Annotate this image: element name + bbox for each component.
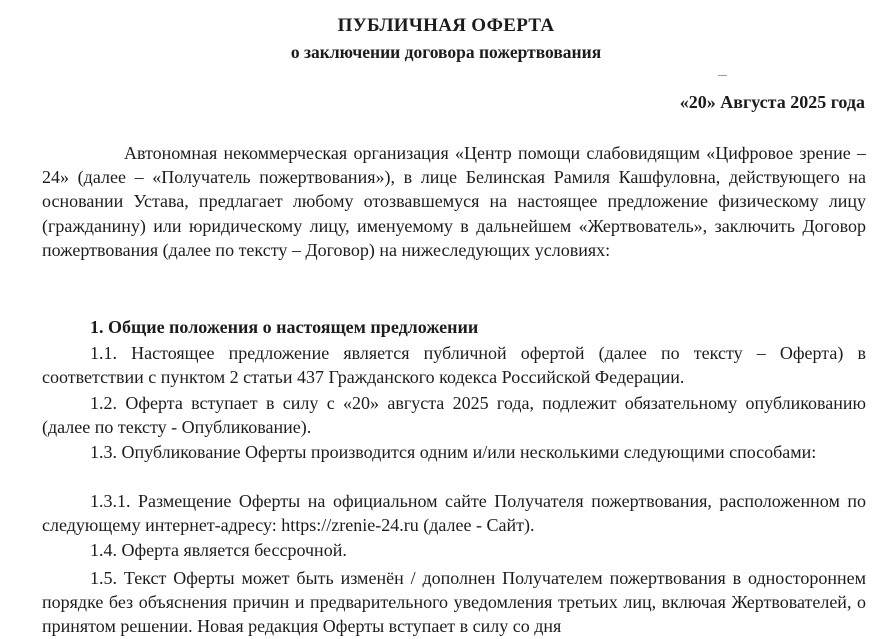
document-title: ПУБЛИЧНАЯ ОФЕРТА xyxy=(337,15,555,36)
scan-mark xyxy=(718,75,727,76)
intro-paragraph: Автономная некоммерческая организация «Центр помощи слабовидящим «Цифровое зрение – 24» (далее – «Получатель пожертвования»), в лице Белинская Рамиля Кашфуловна, действующего на основании Устава, предлагает любому отозвавшемуся на настоящее предложение физическому лицу (гражданину) или юридическому лицу, именуемому в дальнейшем «Жертвователь», заключить Договор пожертвования (далее по тексту – Договор) на нижеследующих условиях: xyxy=(42,143,866,260)
clause-1-3: 1.3. Опубликование Оферты производится одним и/или несколькими следующими способами: xyxy=(90,442,817,462)
clause-1-2: 1.2. Оферта вступает в силу с «20» августа 2025 года, подлежит обязательному опубликованию (далее по тексту - Опубликование). xyxy=(42,393,866,438)
clause-1-1: 1.1. Настоящее предложение является публичной офертой (далее по тексту – Оферта) в соответствии с пунктом 2 статьи 437 Гражданского кодекса Российской Федерации. xyxy=(42,343,866,388)
document-subtitle: о заключении договора пожертвования xyxy=(290,42,602,62)
document-date: «20» Августа 2025 года xyxy=(679,92,865,112)
clause-1-5: 1.5. Текст Оферты может быть изменён / дополнен Получателем пожертвования в одностороннем порядке без объяснения причин и предварительного уведомления третьих лиц, включая Жертвователей, о принятом решении. Новая редакция Оферты вступает в силу со дня xyxy=(42,568,866,637)
clause-1-4: 1.4. Оферта является бессрочной. xyxy=(90,540,347,560)
clause-1-3-1: 1.3.1. Размещение Оферты на официальном сайте Получателя пожертвования, расположенном по следующему интернет-адресу: https://zrenie-24.ru (далее - Сайт). xyxy=(42,491,866,536)
section-1-heading: 1. Общие положения о настоящем предложении xyxy=(90,317,479,337)
